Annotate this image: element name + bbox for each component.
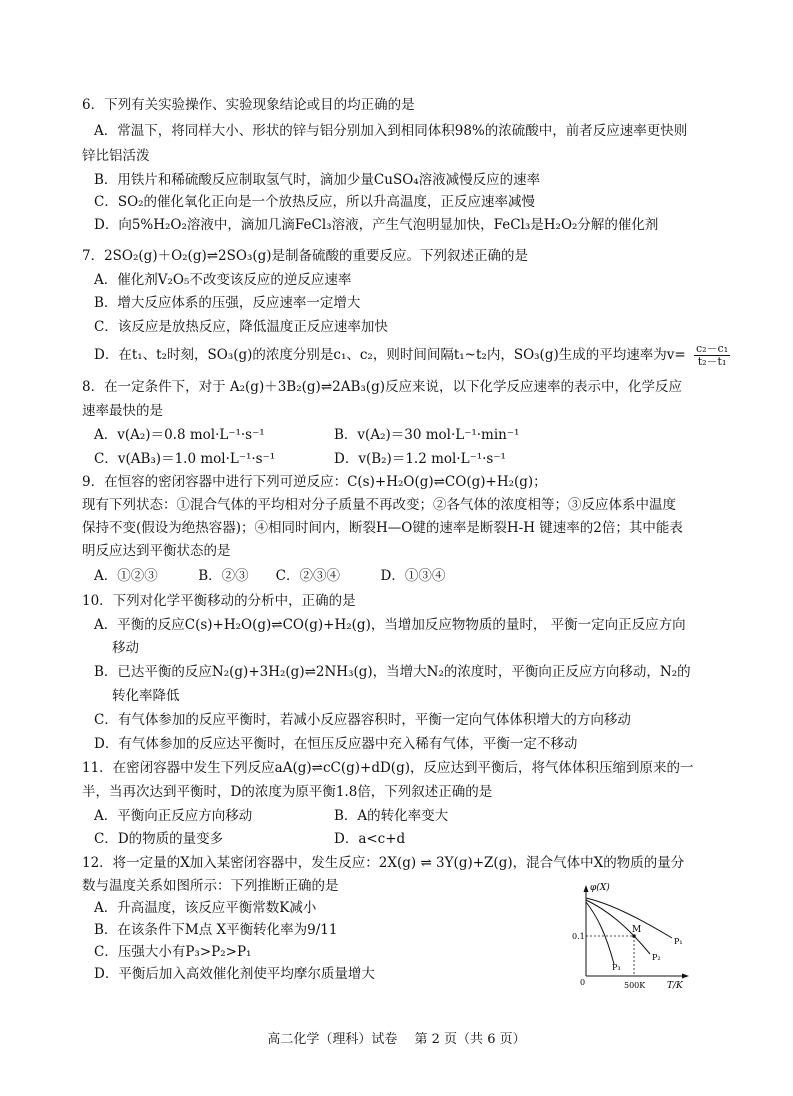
q7-option-c: C．该反应是放热反应，降低温度正反应速率加快 — [94, 319, 388, 335]
q12-option-a: A．升高温度，该反应平衡常数K减小 — [94, 900, 317, 916]
q9-options: A．①②③ B．②③ C．②③④ D．①③④ — [94, 568, 446, 584]
x-axis-label: T/K — [667, 981, 683, 991]
q7-option-d — [94, 343, 730, 368]
phi-temperature-graph — [572, 880, 692, 992]
question-11-stem-cont: 半，当再次达到平衡时，D的浓度为原平衡1.8倍，下列叙述正确的是 — [82, 784, 493, 800]
q6-option-d: D．向5%H₂O₂溶液中，滴加几滴FeCl₃溶液，产生气泡明显加快，FeCl₃是H₂O₂分解的催化剂 — [94, 217, 659, 233]
question-6-stem: 6．下列有关实验操作、实验现象结论或目的均正确的是 — [82, 97, 415, 113]
q6-option-b: B．用铁片和稀硫酸反应制取氢气时，滴加少量CuSO₄溶液减慢反应的速率 — [94, 172, 541, 188]
question-8-stem-cont: 速率最快的是 — [82, 403, 163, 419]
y-tick-label: 0.1 — [572, 932, 585, 941]
question-8-stem: 8．在一定条件下，对于 A₂(g)＋3B₂(g)⇌2AB₃(g)反应来说，以下化学反应速率的表示中，化学反应 — [82, 379, 682, 395]
curve-p1-label: P₁ — [674, 937, 683, 946]
q12-option-c: C．压强大小有P₃>P₂>P₁ — [94, 944, 252, 960]
question-12-stem-cont: 数与温度关系如图所示：下列推断正确的是 — [82, 878, 339, 894]
q7-option-b: B．增大反应体系的压强，反应速率一定增大 — [94, 295, 361, 311]
question-10-stem: 10．下列对化学平衡移动的分析中，正确的是 — [82, 593, 356, 609]
q6-option-a: A．常温下，将同样大小、形状的锌与铝分别加入到相同体积98%的浓硫酸中，前者反应速率更快则 — [94, 123, 688, 139]
q12-option-d: D．平衡后加入高效催化剂使平均摩尔质量增大 — [94, 966, 375, 982]
question-9-stem-3: 保持不变(假设为绝热容器)；④相同时间内，断裂H—O键的速率是断裂H-H 键速率的2倍；其中能表 — [82, 520, 683, 536]
q10-option-c: C．有气体参加的反应平衡时，若减小反应器容积时，平衡一定向气体体积增大的方向移动 — [94, 712, 631, 728]
q11-option-c: C．D的物质的量变多 — [94, 831, 224, 847]
q11-option-a: A．平衡向正反应方向移动 — [94, 808, 253, 824]
q6-option-a-cont: 锌比铝活泼 — [82, 148, 150, 164]
x-tick-label: 500K — [624, 981, 646, 990]
fraction-denominator: t₂－t₁ — [697, 355, 727, 368]
page-footer: 高二化学（理科）试卷 第 2 页（共 6 页） — [267, 1032, 526, 1047]
q7-option-a: A．催化剂V₂O₅不改变该反应的逆反应速率 — [94, 272, 352, 288]
question-9-stem-2: 现有下列状态：①混合气体的平均相对分子质量不再改变；②各气体的浓度相等；③反应体系中温度 — [82, 497, 676, 513]
question-9-stem-4: 明反应达到平衡状态的是 — [82, 543, 231, 559]
q11-option-b: B．A的转化率变大 — [334, 808, 449, 824]
y-axis-arrow — [584, 885, 589, 892]
q10-option-a: A．平衡的反应C(s)+H₂O(g)⇌CO(g)+H₂(g)，当增加反应物物质的量时， 平衡一定向正反应方向 — [94, 617, 686, 633]
q7-option-d-text: D．在t₁、t₂时刻，SO₃(g)的浓度分别是c₁、c₂，则时间间隔t₁~t₂内，SO₃(g)生成的平均速率为v= — [94, 347, 686, 363]
q6-option-c: C．SO₂的催化氧化正向是一个放热反应，所以升高温度，正反应速率减慢 — [94, 194, 536, 210]
q8-option-d: D．v(B₂)＝1.2 mol·L⁻¹·s⁻¹ — [334, 451, 506, 467]
point-m-label: M — [632, 925, 642, 935]
fraction-numerator: c₂－c₁ — [695, 342, 729, 355]
question-11-stem: 11．在密闭容器中发生下列反应aA(g)⇌cC(g)+dD(g)，反应达到平衡后，将气体体积压缩到原来的一 — [82, 760, 694, 776]
question-9-stem: 9．在恒容的密闭容器中进行下列可逆反应：C(s)+H₂O(g)⇌CO(g)+H₂(g)； — [82, 474, 547, 490]
q10-option-b-cont: 转化率降低 — [112, 688, 180, 704]
curve-p2-label: P₂ — [652, 953, 661, 962]
curve-p3 — [586, 902, 614, 964]
q8-option-c: C．v(AB₃)＝1.0 mol·L⁻¹·s⁻¹ — [94, 451, 276, 467]
question-12-stem: 12．将一定量的X加入某密闭容器中，发生反应：2X(g) ⇌ 3Y(g)+Z(g)，混合气体中X的物质的量分 — [82, 855, 685, 871]
q10-option-b: B．已达平衡的反应N₂(g)+3H₂(g)⇌2NH₃(g)，当增大N₂的浓度时，平衡向正反应方向移动，N₂的 — [94, 664, 691, 680]
q12-option-b: B．在该条件下M点 X平衡转化率为9/11 — [94, 922, 338, 938]
q8-option-b: B．v(A₂)＝30 mol·L⁻¹·min⁻¹ — [334, 427, 520, 443]
curve-p1 — [586, 898, 672, 938]
rate-fraction — [694, 343, 730, 368]
q8-option-a: A．v(A₂)＝0.8 mol·L⁻¹·s⁻¹ — [94, 427, 265, 443]
question-7-stem: 7．2SO₂(g)＋O₂(g)⇌2SO₃(g)是制备硫酸的重要反应。下列叙述正确的是 — [82, 248, 529, 264]
x-axis-arrow — [682, 974, 689, 979]
q10-option-d: D．有气体参加的反应达平衡时，在恒压反应器中充入稀有气体，平衡一定不移动 — [94, 736, 578, 752]
curve-p3-label: P₃ — [612, 963, 621, 972]
q11-option-d: D．a<c+d — [334, 831, 406, 847]
y-axis-label: φ(X) — [590, 883, 610, 893]
q10-option-a-cont: 移动 — [112, 640, 139, 656]
origin-label: 0 — [580, 978, 586, 987]
